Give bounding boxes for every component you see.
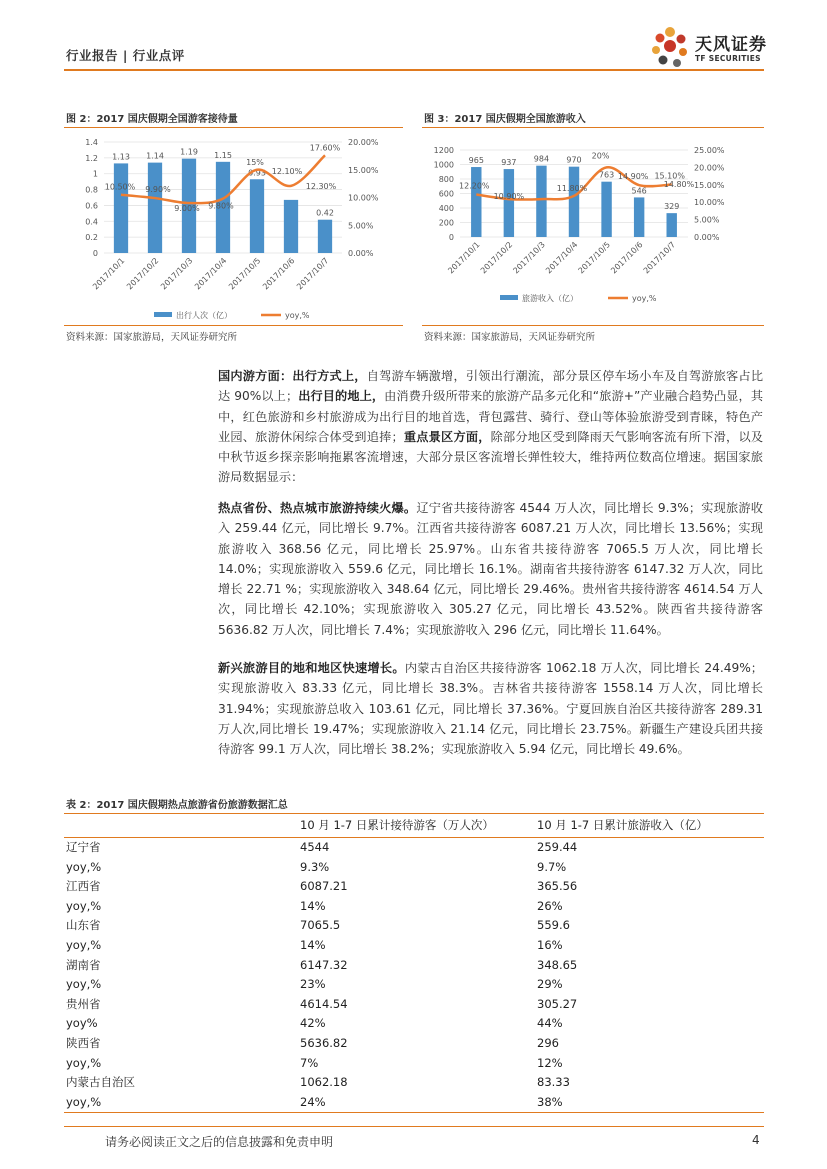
table-cell: 9.3% [300,859,330,874]
line-data-label: 9.90% [145,185,171,195]
y-left-tick-label: 400 [438,204,454,213]
table-row [64,995,764,1015]
x-tick-label: 2017/10/4 [193,256,229,292]
x-tick-label: 2017/10/5 [576,240,612,276]
table-cell: 23% [300,977,326,992]
figure-2-source-rule [64,325,403,326]
table-row [64,956,764,976]
table-row [64,1093,764,1113]
table-header-cell: 10 月 1-7 日累计旅游收入（亿） [533,814,764,838]
x-tick-label: 2017/10/3 [159,256,195,292]
table-row [64,877,764,897]
table-cell: 83.33 [537,1075,570,1090]
line-data-label: 9.00% [174,204,200,214]
legend-label-bars: 出行人次（亿） [176,311,232,320]
line-data-label: 9.80% [208,201,234,211]
bar-data-label: 1.19 [180,147,198,157]
table-cell: 12% [537,1055,563,1070]
table-cell: 365.56 [537,879,578,894]
line-data-label: 17.60% [309,143,341,153]
figure-3-title-rule [422,127,764,128]
table-header-row [64,814,764,838]
table-cell: 42% [300,1016,326,1031]
bar [536,166,546,237]
table-cell: 259.44 [537,840,578,854]
line-data-label: 12.20% [459,181,490,191]
bar [114,163,128,253]
bar-data-label: 1.14 [146,151,164,161]
table-row-label: yoy,% [66,977,102,992]
bar-data-label: 970 [566,155,582,165]
table-cell: 14% [300,898,326,913]
bar [284,200,298,253]
x-tick-label: 2017/10/3 [511,240,547,276]
paragraph-lead-in: 新兴旅游目的地和地区快速增长。 [218,661,405,675]
bar-data-label: 546 [631,186,647,196]
table-header-cell [64,814,296,838]
table-row [64,858,764,878]
figure-3-title: 图 3：2017 国庆假期全国旅游收入 [424,114,586,125]
y-left-tick-label: 1200 [433,146,454,155]
table-cell: 16% [537,937,563,952]
bar [318,220,332,253]
bar [504,169,514,237]
table-row-label: yoy,% [66,859,102,874]
logo-english-name: TF SECURITIES [695,54,761,63]
legend-swatch-bars [154,312,172,317]
line-data-label: 15% [246,157,264,167]
y-right-tick-label: 10.00% [694,198,725,208]
paragraph-text: 由消费升级所带来的旅游产品多元化和“旅游+”产业融合趋势凸显，其中，红色旅游和乡村旅游成为出行目的地首选，背包露营、骑行、登山等体验旅游受到青睐，特色产业园、旅游休闲综合体受到追捧； [218,389,764,444]
table-2-title: 表 2：2017 国庆假期热点旅游省份旅游数据汇总 [66,800,288,811]
table-row-label: 陕西省 [66,1035,101,1050]
figure-3-source-rule [422,325,764,326]
x-tick-label: 2017/10/6 [261,256,297,292]
table-cell: 559.6 [537,918,570,933]
legend-label-line: yoy,% [285,311,310,320]
table-row-label: 湖南省 [66,957,101,972]
bar-data-label: 0.93 [248,168,266,178]
y-left-tick-label: 0.4 [85,217,98,227]
y-left-tick-label: 1.2 [85,153,98,163]
bar-data-label: 937 [501,158,517,168]
footer-divider [64,1126,764,1127]
bar-data-label: 1.15 [214,150,232,160]
y-right-tick-label: 25.00% [694,146,725,155]
y-left-tick-label: 1 [92,169,98,179]
bar-data-label: 763 [598,170,615,180]
table-row-label: 山东省 [66,918,101,933]
y-left-tick-label: 0.8 [85,185,98,195]
y-right-tick-label: 15.00% [348,165,379,175]
legend-swatch-bars [500,295,518,300]
paragraph-lead-in: 出行目的地上， [298,389,385,404]
paragraph-text: 除部分地区受到降雨天气影响客流有所下滑，以及中秋节返乡探亲影响拖累客流增速，大部分景区客流增长弹性较大，维持两位数高位增速。据国家旅游局数据显示： [218,429,764,485]
table-row [64,838,764,858]
y-left-tick-label: 200 [438,218,454,228]
table-cell: 7065.5 [300,918,341,933]
line-data-label: 20% [591,151,610,161]
table-cell: 6147.32 [300,957,348,972]
paragraph-lead-in: 重点景区方面， [403,429,491,444]
logo-chinese-name: 天风证券 [695,35,767,55]
table-row-label: 贵州省 [66,996,101,1011]
y-right-tick-label: 5.00% [694,215,720,225]
bar-data-label: 965 [468,156,484,166]
table-cell: 4544 [300,840,330,854]
y-right-tick-label: 20.00% [694,163,725,173]
bar [601,182,611,237]
y-right-tick-label: 0.00% [348,249,374,258]
table-cell: 5636.82 [300,1035,348,1050]
figure-3-source: 资料来源：国家旅游局，天风证券研究所 [424,332,596,343]
bar [569,167,579,237]
x-tick-label: 2017/10/7 [641,240,678,276]
x-tick-label: 2017/10/2 [125,256,161,292]
y-right-tick-label: 20.00% [348,138,379,147]
x-tick-label: 2017/10/5 [227,256,263,292]
x-tick-label: 2017/10/2 [478,240,515,276]
paragraph-emerging-destinations [218,658,763,759]
figure-2-source: 资料来源：国家旅游局，天风证券研究所 [66,332,238,343]
bar [667,213,677,237]
y-right-tick-label: 0.00% [694,233,720,242]
table-cell: 24% [296,1093,533,1113]
table-row-label: yoy,% [64,1093,296,1113]
paragraph-lead-in: 国内游方面：出行方式上， [218,369,367,383]
line-data-label: 12.10% [271,166,303,176]
line-data-label: 10.50% [104,182,136,192]
line-data-label: 15.10% [654,171,685,181]
figure-2-chart [64,130,403,322]
y-right-tick-label: 15.00% [694,180,725,190]
y-left-tick-label: 600 [438,189,454,199]
bar-data-label: 0.42 [316,208,334,218]
table-row [64,897,764,917]
x-tick-label: 2017/10/1 [446,240,482,276]
y-right-tick-label: 5.00% [348,221,374,231]
y-left-tick-label: 0.6 [85,201,98,211]
table-row [64,1073,764,1093]
table-cell: 4614.54 [300,996,348,1011]
table-row [64,1054,764,1074]
table-row [64,936,764,956]
table-row-label: yoy,% [66,937,102,952]
figure-2-title-rule [64,127,403,128]
paragraph-text: 自驾游车辆激增，引领出行潮流，部分景区停车场小车及自驾游旅客占比达 90%以上； [218,369,764,404]
y-left-tick-label: 800 [438,175,454,184]
report-category: 行业报告 | 行业点评 [66,48,185,63]
bar-data-label: 984 [533,154,550,164]
y-left-tick-label: 1000 [433,160,454,170]
paragraph-hot-provinces [218,498,763,640]
y-left-tick-label: 0 [92,249,98,258]
paragraph-text: 辽宁省共接待游客 4544 万人次，同比增长 9.3%；实现旅游收入 259.44 亿元，同比增长 9.7%。江西省共接待游客 6087.21 万人次，同比增长 13.56%；实现旅游收入 368.56 亿元，同比增长 25.97%。山东省共接待游客 7065.5 万人次，同比增长 14.0%；实现旅游收入 559.6 亿元，同比增长 16.1%。湖南省共接待游客 6147.32 万人次，同比增长 22.71 %；实现旅游收入 348.64 亿元，同比增长 29.46%。贵州省共接待游客 4614.54 万人次，同比增长 42.10%；实现旅游收入 305.27 亿元，同比增长 43.52%。陕西省共接待游客 5636.82 万人次，同比增长 7.4%；实现旅游收入 296 亿元，同比增长 11.64%。 [218,501,763,637]
y-right-tick-label: 10.00% [348,193,379,203]
table-cell: 9.7% [537,859,567,874]
legend-label-bars: 旅游收入（亿） [522,294,578,303]
line-data-label: 14.90% [617,172,649,182]
line-data-label: 14.80% [663,180,695,189]
footer-disclaimer: 请务必阅读正文之后的信息披露和免责申明 [105,1135,334,1149]
figure-2-title: 图 2：2017 国庆假期全国游客接待量 [66,114,238,125]
table-header-cell: 10 月 1-7 日累计接待游客（万人次） [296,814,533,838]
paragraph-domestic-travel [218,366,763,488]
paragraph-lead-in: 热点省份、热点城市旅游持续火爆。 [218,501,417,515]
table-cell: 305.27 [537,996,578,1011]
table-row-label: yoy,% [66,898,102,913]
table-cell: 1062.18 [300,1075,348,1090]
logo-petal-icon [648,24,694,72]
table-cell: 348.65 [537,957,578,972]
y-left-tick-label: 0 [448,233,454,242]
bar [471,167,481,237]
table-body [64,838,764,1113]
table-row-label: 内蒙古自治区 [66,1075,135,1090]
table-cell: 6087.21 [300,879,348,894]
paragraph-text: 内蒙古自治区共接待游客 1062.18 万人次，同比增长 24.49%；实现旅游收入 83.33 亿元，同比增长 38.3%。吉林省共接待游客 1558.14 万人次，同比增长 31.94%；实现旅游总收入 103.61 亿元，同比增长 37.36%。宁夏回族自治区共接待游客 289.31 万人次,同比增长 19.47%；实现旅游收入 21.14 亿元，同比增长 23.75%。新疆生产建设兵团共接待游客 99.1 万人次，同比增长 38.2%；实现旅游收入 5.94 亿元，同比增长 49.6%。 [218,661,763,757]
table-cell: 26% [537,898,563,913]
tf-securities-logo [648,24,768,74]
x-tick-label: 2017/10/7 [295,256,331,292]
table-row [64,975,764,995]
table-cell: 14% [300,937,326,952]
table-row [64,1034,764,1054]
x-tick-label: 2017/10/1 [91,256,127,292]
page-number: 4 [752,1133,760,1147]
table-cell: 44% [537,1016,563,1031]
header-divider [64,69,764,71]
bar [634,197,644,237]
table-row-label: yoy,% [66,1055,102,1070]
figure-3-chart [422,130,764,322]
table-cell: 296 [537,1035,559,1050]
bar [148,163,162,253]
bar-data-label: 1.13 [112,152,130,162]
line-data-label: 11.80% [556,183,588,193]
table-row [64,916,764,936]
table-cell: 7% [300,1055,319,1070]
line-data-label: 10.90% [493,192,525,202]
table-row-label: 辽宁省 [66,840,101,854]
table-cell: 38% [533,1093,764,1113]
x-tick-label: 2017/10/6 [609,240,645,276]
legend-label-line: yoy,% [632,294,657,303]
table-row-label: yoy% [66,1016,98,1031]
y-left-tick-label: 1.4 [85,138,98,147]
province-tourism-table [64,813,764,1113]
table-row [64,1014,764,1034]
bar-data-label: 329 [664,202,680,212]
bar [250,179,264,253]
line-data-label: 12.30% [305,182,337,191]
x-tick-label: 2017/10/4 [544,240,580,276]
y-left-tick-label: 0.2 [85,233,98,243]
table-cell: 29% [537,977,563,992]
table-row-label: 江西省 [66,879,101,894]
